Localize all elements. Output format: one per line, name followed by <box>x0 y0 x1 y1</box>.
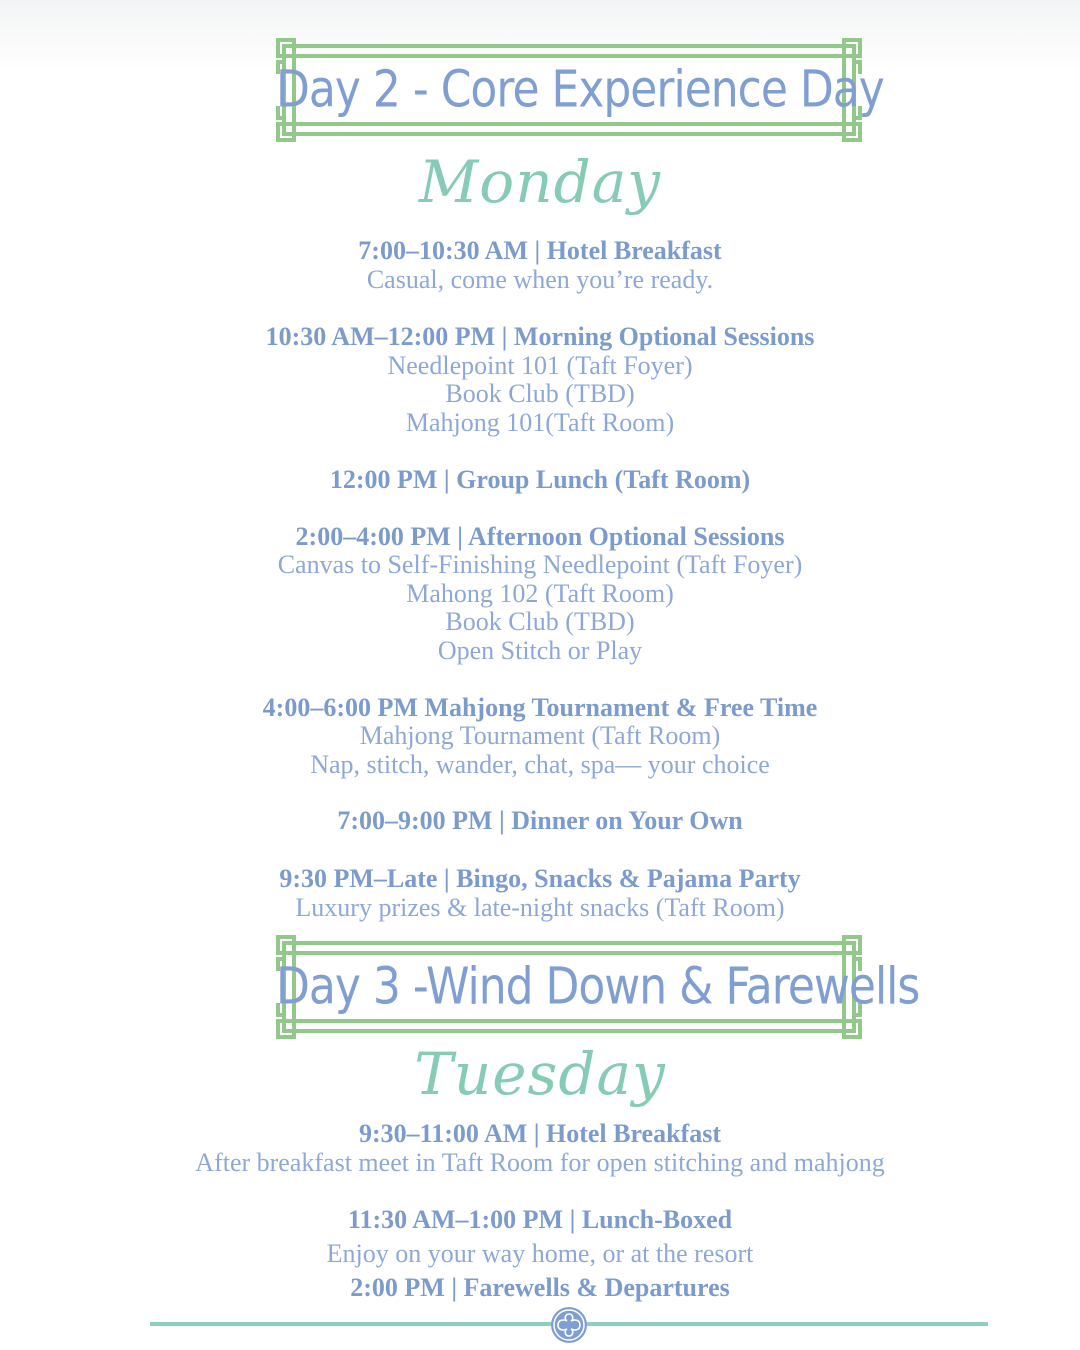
schedule-item-detail: Book Club (TBD) <box>445 379 635 408</box>
schedule-item-title: 2:00 PM | Farewells & Departures <box>350 1273 730 1302</box>
day2-title: Day 2 - Core Experience Day <box>276 60 884 120</box>
schedule-item-title: 12:00 PM | Group Lunch (Taft Room) <box>329 465 751 494</box>
schedule-item-detail: Nap, stitch, wander, chat, spa— your choice <box>310 750 770 779</box>
schedule-item-detail: Mahjong 101(Taft Room) <box>405 408 675 437</box>
quatrefoil-emblem-icon <box>549 1305 589 1345</box>
schedule-item-title: 10:30 AM–12:00 PM | Morning Optional Sessions <box>265 322 815 351</box>
schedule-item-detail: Canvas to Self-Finishing Needlepoint (Taft Foyer) <box>277 550 803 579</box>
day3-title-frame <box>276 935 920 1039</box>
schedule-item-title: 7:00–9:00 PM | Dinner on Your Own <box>337 806 743 835</box>
schedule-item-detail: Needlepoint 101 (Taft Foyer) <box>387 351 693 380</box>
schedule-item-title: 9:30–11:00 AM | Hotel Breakfast <box>359 1119 721 1148</box>
schedule-item-detail: Mahong 102 (Taft Room) <box>406 579 674 608</box>
schedule-item-detail: Mahjong Tournament (Taft Room) <box>359 721 721 750</box>
schedule-item-detail: Open Stitch or Play <box>437 636 643 665</box>
schedule-item-detail: Luxury prizes & late-night snacks (Taft Room) <box>295 893 785 922</box>
day2-title-frame <box>276 38 884 142</box>
schedule-item-detail: After breakfast meet in Taft Room for open stitching and mahjong <box>195 1148 885 1177</box>
schedule-item-detail: Book Club (TBD) <box>445 607 635 636</box>
schedule-item-title: 4:00–6:00 PM Mahjong Tournament & Free Time <box>262 693 818 722</box>
tuesday-heading: Tuesday <box>414 1040 666 1108</box>
schedule-item-title: 11:30 AM–1:00 PM | Lunch-Boxed <box>347 1205 733 1234</box>
schedule-item-detail: Enjoy on your way home, or at the resort <box>326 1239 754 1268</box>
schedule-item-title: 9:30 PM–Late | Bingo, Snacks & Pajama Party <box>279 864 801 893</box>
monday-heading: Monday <box>418 148 662 216</box>
schedule-item-detail: Casual, come when you’re ready. <box>366 265 714 294</box>
schedule-item-title: 2:00–4:00 PM | Afternoon Optional Sessions <box>295 522 785 551</box>
day3-title: Day 3 -Wind Down & Farewells <box>276 957 920 1017</box>
schedule-item-title: 7:00–10:30 AM | Hotel Breakfast <box>358 236 722 265</box>
